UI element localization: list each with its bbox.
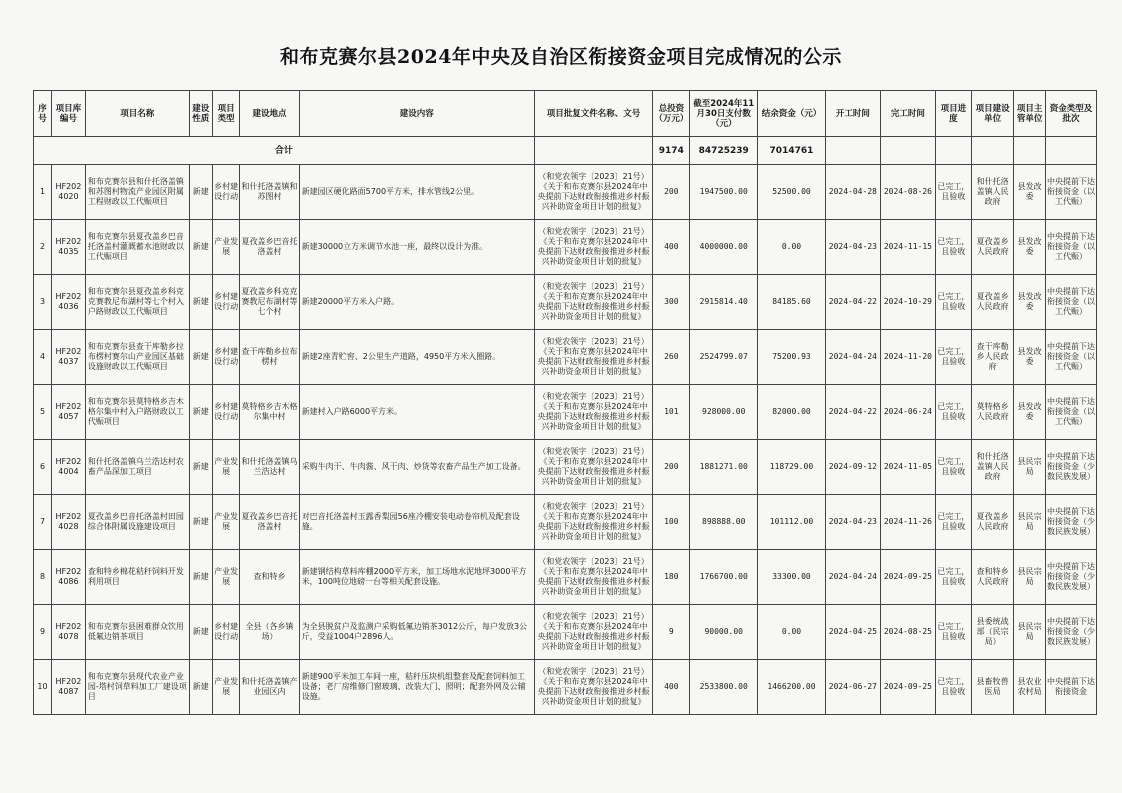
supervising-unit: 县民宗局 (1014, 440, 1046, 495)
construction-location: 夏孜盖乡科克克赛教尼布湖村等七个村 (240, 275, 299, 330)
construction-content: 新建2座青贮窖、2公里生产道路，4950平方米入圈路。 (299, 330, 534, 385)
end-date: 2024-10-29 (880, 275, 935, 330)
fund-type: 中央提前下达衔接资金（少数民族发展） (1046, 440, 1097, 495)
total-investment-cell: 180 (653, 550, 690, 605)
row-number: 7 (34, 495, 52, 550)
row-number: 6 (34, 440, 52, 495)
row-number: 8 (34, 550, 52, 605)
total-investment-cell: 260 (653, 330, 690, 385)
end-date: 2024-11-26 (880, 495, 935, 550)
supervising-unit: 县民宗局 (1014, 495, 1046, 550)
total-empty-cell (825, 137, 880, 165)
project-code: HF2024057 (51, 385, 85, 440)
project-progress: 已完工，且验收 (935, 220, 971, 275)
project-progress: 已完工，且验收 (935, 550, 971, 605)
project-type: 产业发展 (212, 440, 240, 495)
end-date: 2024-09-25 (880, 550, 935, 605)
project-code: HF2024078 (51, 605, 85, 660)
approval-document: （和党农领字〔2023〕21号）《关于和布克赛尔县2024年中央提前下达财政衔接推进乡村振兴补助资金项目计划的批复》 (534, 605, 653, 660)
column-header: 项目建设单位 (971, 91, 1013, 137)
construction-content: 新建钢结构草料库棚2000平方米，加工场地水泥地坪3000平方米，100吨位地磅一台等相关配套设施。 (299, 550, 534, 605)
project-code: HF2024087 (51, 660, 85, 715)
project-progress: 已完工，且验收 (935, 385, 971, 440)
header-row (34, 91, 1097, 137)
project-code: HF2024036 (51, 275, 85, 330)
fund-type: 中央提前下达衔接资金（少数民族发展） (1046, 605, 1097, 660)
total-investment: 9174 (653, 137, 690, 165)
construction-content: 为全县脱贫户及监测户采购低氟边销茶3012公斤，每户发放3公斤，受益1004户2896人。 (299, 605, 534, 660)
construction-unit: 夏孜盖乡人民政府 (971, 220, 1013, 275)
construction-unit: 和什托洛盖镇人民政府 (971, 440, 1013, 495)
column-header: 项目进度 (935, 91, 971, 137)
paid-amount: 1766700.00 (690, 550, 758, 605)
balance-amount: 0.00 (758, 605, 826, 660)
start-date: 2024-04-22 (825, 385, 880, 440)
project-name: 和布克赛尔县夏孜盖乡科克克赛教尼布湖村等七个村入户路财政以工代赈项目 (85, 275, 189, 330)
project-type: 乡村建设行动 (212, 275, 240, 330)
start-date: 2024-04-28 (825, 165, 880, 220)
construction-location: 查和特乡 (240, 550, 299, 605)
column-header: 资金类型及批次 (1046, 91, 1097, 137)
page-title: 和布克赛尔县2024年中央及自治区衔接资金项目完成情况的公示 (280, 46, 842, 68)
table-row (34, 660, 1097, 715)
supervising-unit: 县民宗局 (1014, 605, 1046, 660)
table-row (34, 275, 1097, 330)
column-header: 建设内容 (299, 91, 534, 137)
table-row (34, 495, 1097, 550)
approval-document: （和党农领字〔2023〕21号）《关于和布克赛尔县2024年中央提前下达财政衔接推进乡村振兴补助资金项目计划的批复》 (534, 330, 653, 385)
column-header: 截至2024年11月30日支付数（元） (690, 91, 758, 137)
balance-amount: 118729.00 (758, 440, 826, 495)
project-name: 和布克赛尔县和什托洛盖镇和苏图村物流产业园区附属工程财政以工代赈项目 (85, 165, 189, 220)
column-header: 建设性质 (189, 91, 212, 137)
start-date: 2024-04-23 (825, 220, 880, 275)
supervising-unit: 县发改委 (1014, 275, 1046, 330)
project-type: 乡村建设行动 (212, 330, 240, 385)
project-type: 产业发展 (212, 550, 240, 605)
construction-nature: 新建 (189, 495, 212, 550)
balance-amount: 84185.60 (758, 275, 826, 330)
project-code: HF2024020 (51, 165, 85, 220)
project-name: 查和特乡棉花秸秆饲料开发利用项目 (85, 550, 189, 605)
construction-nature: 新建 (189, 440, 212, 495)
total-paid: 84725239 (690, 137, 758, 165)
construction-location: 夏孜盖乡巴音托洛盖村 (240, 495, 299, 550)
start-date: 2024-09-12 (825, 440, 880, 495)
paid-amount: 2533800.00 (690, 660, 758, 715)
end-date: 2024-06-24 (880, 385, 935, 440)
construction-content: 对巴音托洛盖村玉露香梨园56座冷棚安装电动卷帘机及配套设施。 (299, 495, 534, 550)
project-name: 和布克赛尔县困难群众饮用低氟边销茶项目 (85, 605, 189, 660)
approval-document: （和党农领字〔2023〕21号）《关于和布克赛尔县2024年中央提前下达财政衔接推进乡村振兴补助资金项目计划的批复》 (534, 440, 653, 495)
end-date: 2024-11-05 (880, 440, 935, 495)
project-progress: 已完工，且验收 (935, 275, 971, 330)
column-header: 项目库编号 (51, 91, 85, 137)
paid-amount: 2915814.40 (690, 275, 758, 330)
row-number: 10 (34, 660, 52, 715)
paid-amount: 90000.00 (690, 605, 758, 660)
end-date: 2024-11-20 (880, 330, 935, 385)
approval-document: （和党农领字〔2023〕21号）《关于和布克赛尔县2024年中央提前下达财政衔接推进乡村振兴补助资金项目计划的批复》 (534, 275, 653, 330)
project-name: 和布克赛尔县查干库勒乡拉布楞村赛尔山产业园区基础设施财政以工代赈项目 (85, 330, 189, 385)
total-empty-cell (1046, 137, 1097, 165)
construction-location: 和什托洛盖镇产业园区内 (240, 660, 299, 715)
fund-type: 中央提前下达衔接资金（少数民族发展） (1046, 495, 1097, 550)
construction-unit: 夏孜盖乡人民政府 (971, 275, 1013, 330)
end-date: 2024-09-25 (880, 660, 935, 715)
construction-unit: 和什托洛盖镇人民政府 (971, 165, 1013, 220)
project-progress: 已完工，且验收 (935, 330, 971, 385)
supervising-unit: 县民宗局 (1014, 550, 1046, 605)
total-balance: 7014761 (758, 137, 826, 165)
project-name: 夏孜盖乡巴音托洛盖村田园综合体附属设施建设项目 (85, 495, 189, 550)
construction-nature: 新建 (189, 550, 212, 605)
balance-amount: 75200.93 (758, 330, 826, 385)
row-number: 2 (34, 220, 52, 275)
column-header: 项目批复文件名称、文号 (534, 91, 653, 137)
total-investment-cell: 100 (653, 495, 690, 550)
column-header: 完工时间 (880, 91, 935, 137)
construction-unit: 查和特乡人民政府 (971, 550, 1013, 605)
end-date: 2024-08-26 (880, 165, 935, 220)
project-table (33, 90, 1097, 715)
total-investment-cell: 400 (653, 220, 690, 275)
supervising-unit: 县农业农村局 (1014, 660, 1046, 715)
column-header: 项目主管单位 (1014, 91, 1046, 137)
start-date: 2024-04-23 (825, 495, 880, 550)
project-progress: 已完工，且验收 (935, 660, 971, 715)
supervising-unit: 县发改委 (1014, 165, 1046, 220)
fund-type: 中央提前下达衔接资金（以工代赈） (1046, 330, 1097, 385)
supervising-unit: 县发改委 (1014, 385, 1046, 440)
balance-amount: 1466200.00 (758, 660, 826, 715)
column-header: 开工时间 (825, 91, 880, 137)
construction-location: 和什托洛盖镇和苏图村 (240, 165, 299, 220)
column-header: 总投资（万元） (653, 91, 690, 137)
fund-type: 中央提前下达衔接资金（以工代赈） (1046, 220, 1097, 275)
construction-nature: 新建 (189, 165, 212, 220)
balance-amount: 33300.00 (758, 550, 826, 605)
supervising-unit: 县发改委 (1014, 220, 1046, 275)
construction-unit: 夏孜盖乡人民政府 (971, 495, 1013, 550)
project-code: HF2024037 (51, 330, 85, 385)
fund-type: 中央提前下达衔接资金 (1046, 660, 1097, 715)
construction-unit: 查干库勒乡人民政府 (971, 330, 1013, 385)
construction-location: 查干库勒乡拉布楞村 (240, 330, 299, 385)
fund-type: 中央提前下达衔接资金（以工代赈） (1046, 275, 1097, 330)
start-date: 2024-04-24 (825, 330, 880, 385)
row-number: 1 (34, 165, 52, 220)
table-row (34, 220, 1097, 275)
project-progress: 已完工，且验收 (935, 495, 971, 550)
total-investment-cell: 9 (653, 605, 690, 660)
construction-content: 新建20000平方米入户路。 (299, 275, 534, 330)
project-type: 乡村建设行动 (212, 165, 240, 220)
fund-type: 中央提前下达衔接资金（以工代赈） (1046, 165, 1097, 220)
balance-amount: 101112.00 (758, 495, 826, 550)
total-approval-empty (534, 137, 653, 165)
total-investment-cell: 200 (653, 165, 690, 220)
construction-content: 新建30000立方米调节水池一座，最终以设计为准。 (299, 220, 534, 275)
project-name: 和布克赛尔县夏孜盖乡巴音托洛盖村灌溉蓄水池财政以工代赈项目 (85, 220, 189, 275)
construction-nature: 新建 (189, 660, 212, 715)
approval-document: （和党农领字〔2023〕21号）《关于和布克赛尔县2024年中央提前下达财政衔接推进乡村振兴补助资金项目计划的批复》 (534, 550, 653, 605)
construction-content: 新建园区硬化路面5700平方米，排水管线2公里。 (299, 165, 534, 220)
total-investment-cell: 400 (653, 660, 690, 715)
total-empty-cell (971, 137, 1013, 165)
construction-content: 新建900平米加工车间一座，秸秆压块机组整套及配套饲料加工设备；老厂房维修门窗玻璃、改装大门、照明；配套外网及公辅设施。 (299, 660, 534, 715)
total-empty-cell (880, 137, 935, 165)
total-empty-cell (935, 137, 971, 165)
project-name: 和什托洛盖镇乌兰浩达村农畜产品深加工项目 (85, 440, 189, 495)
table-row (34, 440, 1097, 495)
project-code: HF2024004 (51, 440, 85, 495)
approval-document: （和党农领字〔2023〕21号）《关于和布克赛尔县2024年中央提前下达财政衔接推进乡村振兴补助资金项目计划的批复》 (534, 385, 653, 440)
construction-nature: 新建 (189, 220, 212, 275)
project-type: 产业发展 (212, 660, 240, 715)
project-type: 乡村建设行动 (212, 385, 240, 440)
construction-nature: 新建 (189, 605, 212, 660)
project-type: 产业发展 (212, 495, 240, 550)
approval-document: （和党农领字〔2023〕21号）《关于和布克赛尔县2024年中央提前下达财政衔接推进乡村振兴补助资金项目计划的批复》 (534, 165, 653, 220)
start-date: 2024-04-22 (825, 275, 880, 330)
total-label: 合计 (34, 137, 535, 165)
construction-unit: 县畜牧兽医局 (971, 660, 1013, 715)
row-number: 3 (34, 275, 52, 330)
table-row (34, 605, 1097, 660)
paid-amount: 928000.00 (690, 385, 758, 440)
construction-nature: 新建 (189, 275, 212, 330)
approval-document: （和党农领字〔2023〕21号）《关于和布克赛尔县2024年中央提前下达财政衔接推进乡村振兴补助资金项目计划的批复》 (534, 220, 653, 275)
balance-amount: 82000.00 (758, 385, 826, 440)
fund-type: 中央提前下达衔接资金（以工代赈） (1046, 385, 1097, 440)
project-progress: 已完工，且验收 (935, 440, 971, 495)
paid-amount: 1947500.00 (690, 165, 758, 220)
start-date: 2024-06-27 (825, 660, 880, 715)
table-row (34, 330, 1097, 385)
construction-content: 新建村入户路6000平方米。 (299, 385, 534, 440)
project-code: HF2024035 (51, 220, 85, 275)
table-row (34, 385, 1097, 440)
construction-location: 莫特格乡吉木格尔集中村 (240, 385, 299, 440)
project-name: 和布克赛尔县现代农业产业园-塔村饲草料加工厂建设项目 (85, 660, 189, 715)
construction-content: 采购牛肉干、牛肉酱、风干肉、炒货等农畜产品生产加工设备。 (299, 440, 534, 495)
fund-type: 中央提前下达衔接资金（少数民族发展） (1046, 550, 1097, 605)
approval-document: （和党农领字〔2023〕21号）《关于和布克赛尔县2024年中央提前下达财政衔接推进乡村振兴补助资金项目计划的批复》 (534, 495, 653, 550)
paid-amount: 898888.00 (690, 495, 758, 550)
table-row (34, 165, 1097, 220)
project-progress: 已完工，且验收 (935, 605, 971, 660)
balance-amount: 0.00 (758, 220, 826, 275)
construction-unit: 莫特格乡人民政府 (971, 385, 1013, 440)
construction-location: 夏孜盖乡巴音托洛盖村 (240, 220, 299, 275)
supervising-unit: 县发改委 (1014, 330, 1046, 385)
column-header: 序号 (34, 91, 52, 137)
end-date: 2024-08-25 (880, 605, 935, 660)
end-date: 2024-11-15 (880, 220, 935, 275)
paid-amount: 4000000.00 (690, 220, 758, 275)
project-type: 乡村建设行动 (212, 605, 240, 660)
construction-location: 全县（各乡镇场） (240, 605, 299, 660)
row-number: 5 (34, 385, 52, 440)
approval-document: （和党农领字〔2023〕21号）《关于和布克赛尔县2024年中央提前下达财政衔接推进乡村振兴补助资金项目计划的批复》 (534, 660, 653, 715)
paid-amount: 1881271.00 (690, 440, 758, 495)
start-date: 2024-04-25 (825, 605, 880, 660)
construction-location: 和什托洛盖镇乌兰浩达村 (240, 440, 299, 495)
construction-nature: 新建 (189, 385, 212, 440)
paid-amount: 2524799.07 (690, 330, 758, 385)
project-code: HF2024028 (51, 495, 85, 550)
column-header: 建设地点 (240, 91, 299, 137)
project-code: HF2024086 (51, 550, 85, 605)
total-row (34, 137, 1097, 165)
start-date: 2024-04-24 (825, 550, 880, 605)
project-progress: 已完工，且验收 (935, 165, 971, 220)
total-investment-cell: 101 (653, 385, 690, 440)
table-row (34, 550, 1097, 605)
column-header: 项目名称 (85, 91, 189, 137)
balance-amount: 52500.00 (758, 165, 826, 220)
total-empty-cell (1014, 137, 1046, 165)
project-name: 和布克赛尔县莫特格乡吉木格尔集中村入户路财政以工代赈项目 (85, 385, 189, 440)
row-number: 4 (34, 330, 52, 385)
total-investment-cell: 300 (653, 275, 690, 330)
column-header: 结余资金（元） (758, 91, 826, 137)
construction-nature: 新建 (189, 330, 212, 385)
total-investment-cell: 200 (653, 440, 690, 495)
row-number: 9 (34, 605, 52, 660)
column-header: 项目类型 (212, 91, 240, 137)
project-type: 产业发展 (212, 220, 240, 275)
construction-unit: 县委统战部（民宗局） (971, 605, 1013, 660)
